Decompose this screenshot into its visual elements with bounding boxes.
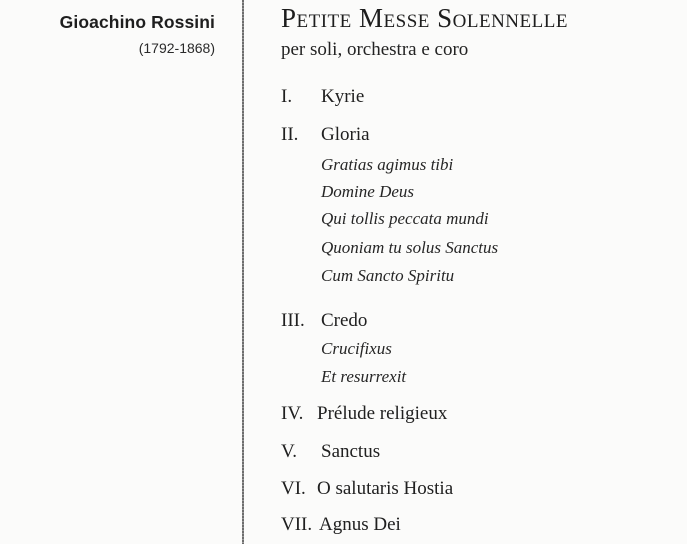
movement-numeral: VII.	[281, 514, 313, 535]
movement-item	[0, 403, 687, 429]
movement-subsection: Gratias agimus tibi	[321, 155, 454, 174]
movement-numeral: VI.	[281, 478, 306, 499]
movement-title: Prélude religieux	[317, 403, 448, 424]
movement-item	[0, 86, 687, 112]
movement-subsection: Quoniam tu solus Sanctus	[321, 238, 499, 257]
movement-title: Credo	[321, 310, 368, 331]
movement-item	[0, 441, 687, 467]
movement-title: O salutaris Hostia	[317, 478, 454, 499]
movement-subsection: Et resurrexit	[321, 367, 407, 386]
movement-item	[0, 310, 687, 336]
movement-subsection: Cum Sancto Spiritu	[321, 266, 455, 285]
movement-numeral: II.	[281, 124, 299, 145]
movement-subsection: Crucifixus	[321, 339, 392, 358]
movement-numeral: I.	[281, 86, 293, 107]
movement-item	[0, 124, 687, 150]
work-subtitle: per soli, orchestra e coro	[281, 39, 469, 60]
work-title: Petite Messe Solennelle	[281, 3, 568, 33]
movement-subsection: Domine Deus	[321, 182, 415, 201]
movement-title: Sanctus	[321, 441, 381, 462]
movement-item	[0, 478, 687, 504]
movement-title: Agnus Dei	[319, 514, 401, 535]
movement-title: Kyrie	[321, 86, 365, 107]
movement-numeral: IV.	[281, 403, 304, 424]
movement-title: Gloria	[321, 124, 370, 145]
composer-name: Gioachino Rossini	[59, 12, 215, 32]
movement-numeral: III.	[281, 310, 305, 331]
movement-numeral: V.	[281, 441, 298, 462]
composer-dates: (1792-1868)	[138, 40, 215, 56]
movement-subsection: Qui tollis peccata mundi	[321, 209, 489, 228]
movement-item	[0, 514, 687, 540]
